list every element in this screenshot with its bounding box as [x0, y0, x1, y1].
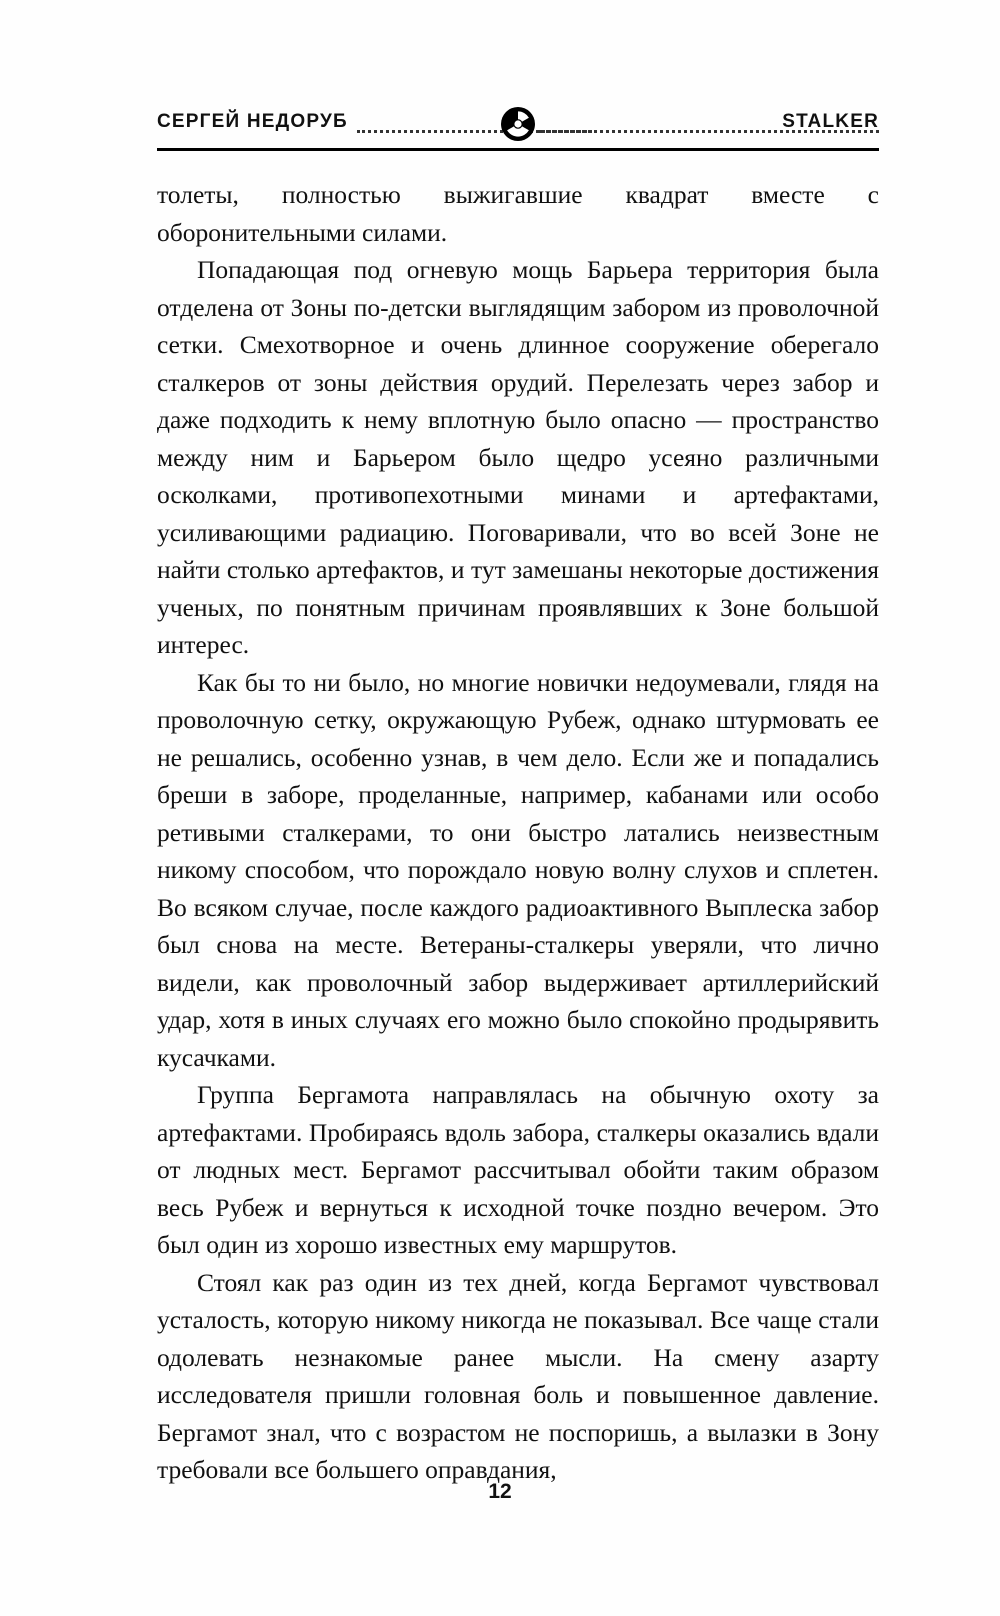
paragraph: Попадающая под огневую мощь Барьера территория была отделена от Зоны по-детски выглядящим забором из проволочной сетки. Смехотворное и очень длинное сооружение оберегало сталкеров от зоны действия орудий. Перелезать через забор и даже подходить к нему вплотную было опасно — пространство между ним и Барьером было щедро усеяно различными осколками, противопехотными минами и артефактами, усиливающими радиацию. Поговаривали, что во всей Зоне не найти столько артефактов, и тут замешаны некоторые достижения ученых, по понятным причинам проявлявших к Зоне большой интерес.: [157, 255, 879, 659]
paragraph: Группа Бергамота направлялась на обычную охоту за артефактами. Пробираясь вдоль забора, сталкеры оказались вдали от людных мест. Бергамот рассчитывал обойти таким образом весь Рубеж и вернуться к исходной точке поздно вечером. Это был один из хорошо известных ему маршрутов.: [157, 1080, 879, 1259]
body-text: [157, 176, 879, 1489]
paragraph: Как бы то ни было, но многие новички недоумевали, глядя на проволочную сетку, окружающую Рубеж, однако штурмовать ее не решались, особенно узнав, в чем дело. Если же и попадались бреши в заборе, проделанные, например, кабанами или особо ретивыми сталкерами, то они быстро латались неизвестным никому способом, что порождало новую волну слухов и сплетен. Во всяком случае, после каждого радиоактивного Выплеска забор был снова на месте. Ветераны-сталкеры уверяли, что лично видели, как проволочный забор выдерживает артиллерийский удар, хотя в иных случаях его можно было спокойно продырявить кусачками.: [157, 667, 879, 1072]
page-content: [157, 110, 879, 1489]
running-head-rule: [157, 148, 879, 151]
running-head-author: СЕРГЕЙ НЕДОРУБ: [157, 111, 348, 132]
page-number: 12: [488, 1480, 512, 1503]
running-head: [157, 110, 879, 154]
radiation-hazard-icon: [500, 106, 536, 142]
paragraph: Стоял как раз один из тех дней, когда Бергамот чувствовал усталость, которую никому никогда не показывал. Все чаще стали одолевать незнакомые ранее мысли. На смену азарту исследователя пришли головная боль и повышенное давление. Бергамот знал, что с возрастом не поспоришь, а вылазки в Зону требовали все большего оправдания,: [157, 1267, 879, 1484]
paragraph: толеты, полностью выжигавшие квадрат вместе с оборонительными силами.: [157, 180, 879, 247]
running-head-series: STALKER: [782, 111, 879, 132]
